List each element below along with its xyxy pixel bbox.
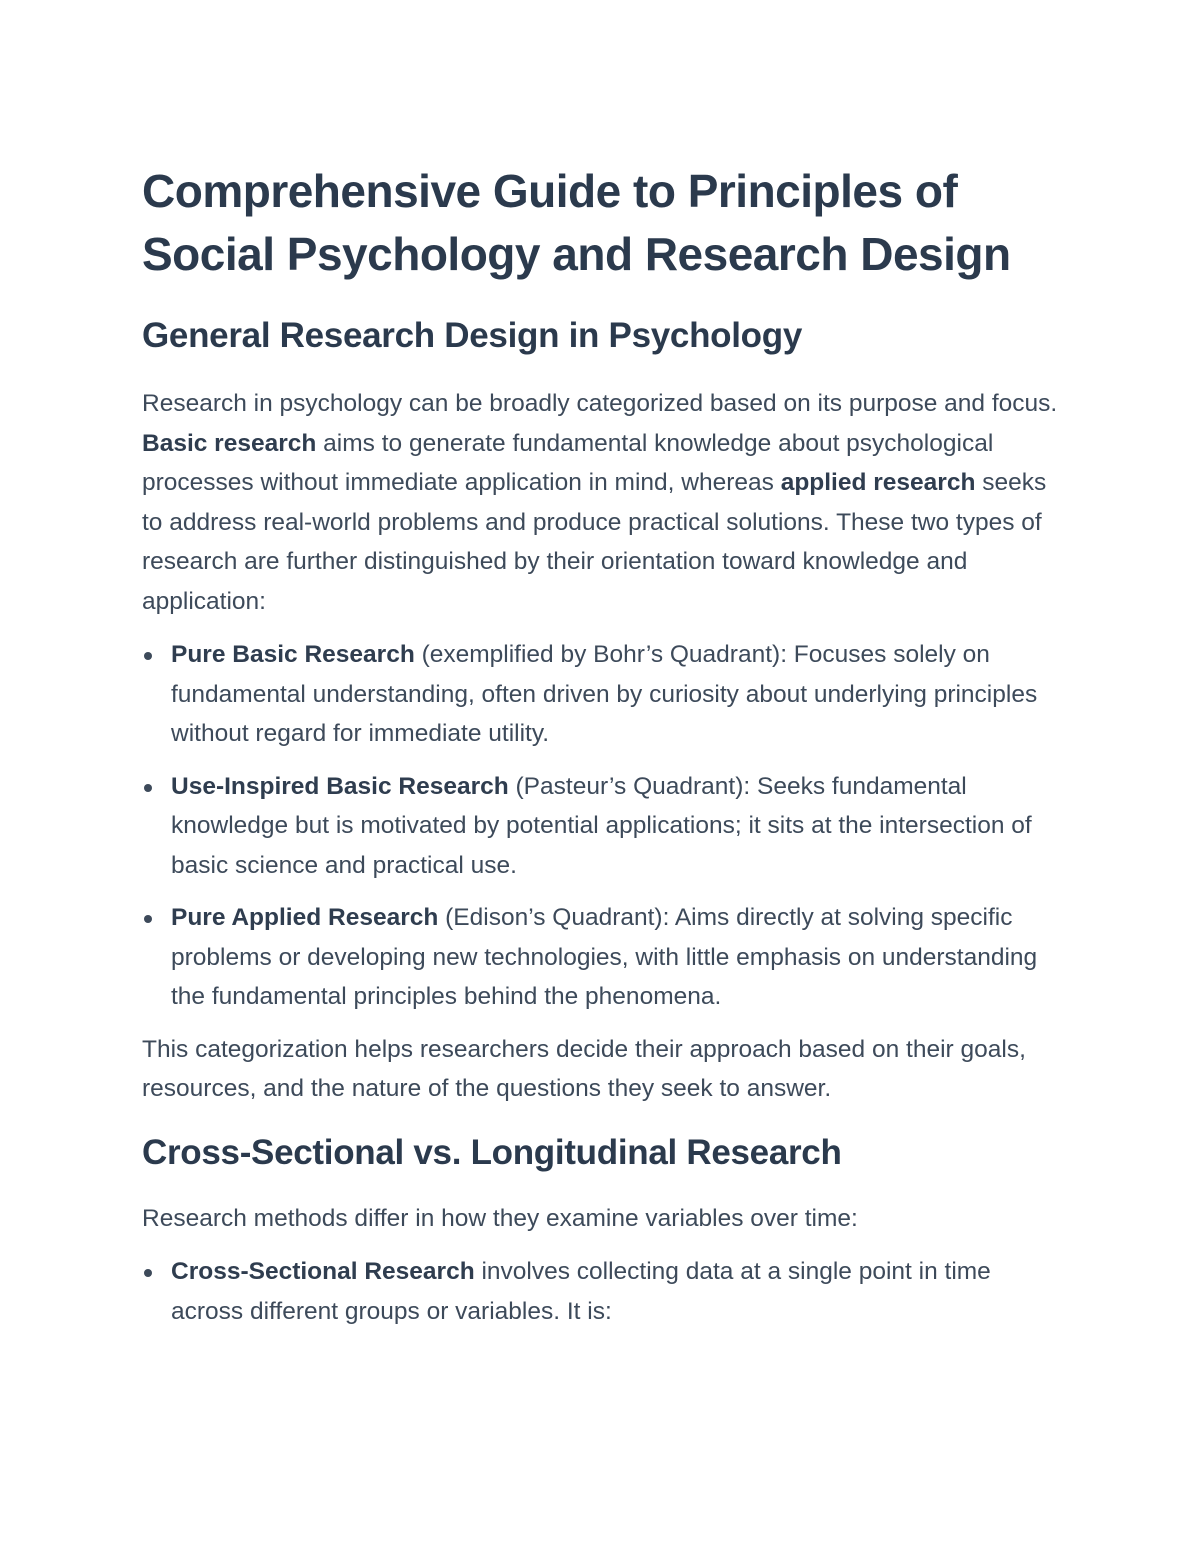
document-page bbox=[142, 160, 1067, 1344]
list-item bbox=[142, 898, 1067, 1017]
section-outro-paragraph: This categorization helps researchers decide their approach based on their goals, resources, and the nature of the questions they seek to answer. bbox=[142, 1035, 1026, 1102]
document-title: Comprehensive Guide to Principles of Social Psychology and Research Design bbox=[142, 165, 1011, 280]
applied-research-term: applied research bbox=[780, 469, 976, 496]
list-item bbox=[142, 767, 1067, 886]
list-item bbox=[142, 1252, 1067, 1331]
intro-text: aims to generate fundamental knowledge about psychological processes without immediate application in mind, whereas bbox=[142, 429, 994, 496]
list-item-term: Cross-Sectional Research bbox=[171, 1258, 475, 1285]
section-heading-general-research-design: General Research Design in Psychology bbox=[142, 316, 802, 355]
list-item-text: (Pasteur’s Quadrant): Seeks fundamental knowledge but is motivated by potential applications; it sits at the intersection of basic science and practical use. bbox=[171, 772, 1032, 879]
section-heading-cross-sectional-vs-longitudinal: Cross-Sectional vs. Longitudinal Research bbox=[142, 1132, 842, 1172]
bullet-icon bbox=[144, 1269, 152, 1277]
bullet-icon bbox=[144, 652, 152, 660]
research-types-list bbox=[142, 635, 1067, 1017]
intro-text: seeks to address real-world problems and produce practical solutions. These two types of research are further distinguished by their orientation toward knowledge and application: bbox=[142, 469, 1047, 615]
list-item-text: (exemplified by Bohr’s Quadrant): Focuses solely on fundamental understanding, often driven by curiosity about underlying principles without regard for immediate utility. bbox=[171, 641, 1038, 747]
list-item-term: Pure Applied Research bbox=[171, 904, 439, 931]
intro-text: Research in psychology can be broadly categorized based on its purpose and focus. bbox=[142, 390, 1058, 417]
section-intro-paragraph bbox=[142, 384, 1067, 621]
list-item-text: involves collecting data at a single point in time across different groups or variables. It is: bbox=[171, 1258, 991, 1325]
section-intro-paragraph: Research methods differ in how they examine variables over time: bbox=[142, 1204, 858, 1232]
research-methods-list bbox=[142, 1252, 1067, 1331]
list-item-term: Pure Basic Research bbox=[171, 641, 415, 668]
list-item-text: (Edison’s Quadrant): Aims directly at solving specific problems or developing new technologies, with little emphasis on understanding the fundamental principles behind the phenomena. bbox=[171, 904, 1038, 1010]
list-item bbox=[142, 635, 1067, 754]
bullet-icon bbox=[144, 784, 152, 792]
basic-research-term: Basic research bbox=[142, 429, 317, 457]
list-item-term: Use-Inspired Basic Research bbox=[171, 772, 509, 800]
bullet-icon bbox=[144, 915, 152, 923]
